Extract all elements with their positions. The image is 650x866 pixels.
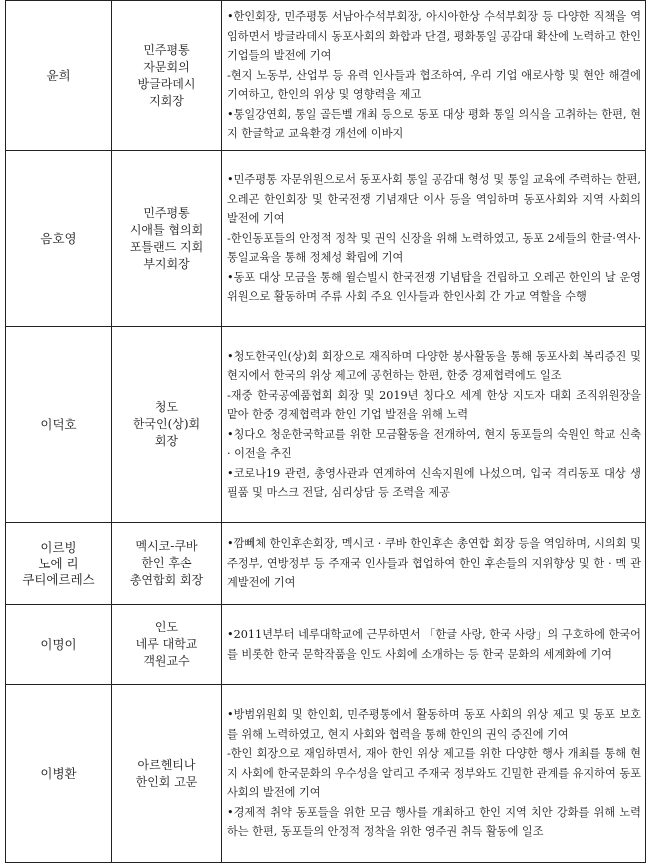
awardee-name: 이병환 — [6, 685, 112, 863]
description-paragraph: •2011년부터 네루대학교에 근무하면서 「한글 사랑, 한국 사랑」의 구호하에 한국어를 비롯한 한국 문학작품을 인도 사회에 소개하는 등 한국 문화의 세계화에 기여 — [227, 628, 641, 661]
awardee-name: 이명이 — [6, 605, 112, 685]
description-paragraph: •동포 대상 모금을 통해 윌슨빌시 한국전쟁 기념탑을 건립하고 오레곤 한인의 날 운영위원으로 활동하며 주류 사회 주요 인사들과 한인사회 간 가교 역할을 수행 — [227, 270, 641, 304]
awardee-role: 민주평통 시애틀 협의회 포틀랜드 지회 부지회장 — [112, 151, 222, 327]
table-row — [6, 523, 646, 605]
description-paragraph: •방범위원회 및 한인회, 민주평통에서 활동하며 동포 사회의 위상 제고 및 동포 보호를 위해 노력하였고, 현지 사회와 협력을 통해 한인의 권익 증진에 기여 — [227, 708, 641, 741]
description-paragraph: -현지 노동부, 산업부 등 유력 인사들과 협조하여, 우리 기업 애로사항 및 현안 해결에 기여하고, 한인의 위상 및 영향력을 제고 — [227, 68, 641, 102]
awardee-description — [222, 605, 646, 685]
awardee-description — [222, 685, 646, 863]
description-paragraph: •코로나19 관련, 총영사관과 연계하여 신속지원에 나섰으며, 입국 격리동포 대상 생필품 및 마스크 전달, 심리상담 등 조력을 제공 — [227, 466, 641, 499]
awardee-description — [222, 327, 646, 523]
description-paragraph: •청도한국인(상)회 회장으로 재직하며 다양한 봉사활동을 통해 동포사회 복리증진 및 현지에서 한국의 위상 제고에 공헌하는 한편, 한중 경제협력에도 일조 — [227, 349, 641, 382]
description-paragraph: •깜뻬체 한인후손회장, 멕시코 · 쿠바 한인후손 총연합 회장 등을 역임하며, 시의회 및 주정부, 연방정부 등 주재국 인사들과 협업하여 한인 후손들의 지위향상 및 한 · 멕 관계발전에 기여 — [227, 537, 641, 590]
awardee-description — [222, 523, 646, 605]
awardee-role: 멕시코-쿠바 한인 후손 총연합회 회장 — [112, 523, 222, 605]
description-paragraph: •경제적 취약 동포들을 위한 모금 행사를 개최하고 한인 지역 치안 강화를 위해 노력하는 한편, 동포들의 안정적 정착을 위한 영주권 취득 활동에 일조 — [227, 805, 641, 839]
awardee-name: 윤희 — [6, 1, 112, 151]
description-paragraph: •통일강연회, 통일 골든벨 개최 등으로 동포 대상 평화 통일 의식을 고취하는 한편, 현지 한글학교 교육환경 개선에 이바지 — [227, 107, 641, 141]
description-paragraph: •한인회장, 민주평통 서남아수석부회장, 아시아한상 수석부회장 등 다양한 직책을 역임하면서 방글라데시 동포사회의 화합과 단결, 평화통일 공감대 확산에 노력하고 한인기업들의 발전에 기여 — [227, 10, 641, 63]
table-row — [6, 685, 646, 863]
awardee-description — [222, 1, 646, 151]
description-paragraph: •칭다오 청운한국학교를 위한 모금활동을 전개하여, 현지 동포들의 숙원인 학교 신축 · 이전을 추진 — [227, 427, 641, 460]
awardee-role: 청도 한국인(상)회 회장 — [112, 327, 222, 523]
awardee-description — [222, 151, 646, 327]
awardee-role: 민주평통 자문회의 방글라데시 지회장 — [112, 1, 222, 151]
description-paragraph: -한인 회장으로 재임하면서, 재아 한인 위상 제고를 위한 다양한 행사 개최를 통해 현지 사회에 한국문화의 우수성을 알리고 주재국 정부와도 긴밀한 관계를 유지하여 동포 사회의 발전에 기여 — [227, 747, 641, 800]
awardee-table — [5, 0, 646, 863]
awardee-role: 인도 네루 대학교 객원교수 — [112, 605, 222, 685]
awardee-name: 음호영 — [6, 151, 112, 327]
table-row — [6, 151, 646, 327]
description-paragraph: -재중 한국공예품협회 회장 및 2019년 칭다오 세계 한상 지도자 대회 조직위원장을 맡아 한중 경제협력과 한인 기업 발전을 위해 노력 — [227, 388, 641, 421]
description-paragraph: -한인동포들의 안정적 정착 및 권익 신장을 위해 노력하였고, 동포 2세들의 한글·역사·통일교육을 통해 정체성 확립에 기여 — [227, 231, 641, 265]
awardee-name: 이덕호 — [6, 327, 112, 523]
description-paragraph: •민주평통 자문위원으로서 동포사회 통일 공감대 형성 및 통일 교육에 주력하는 한편, 오레곤 한인회장 및 한국전쟁 기념재단 이사 등을 역임하며 동포사회와 지역 사회의 발전에 기여 — [227, 173, 641, 226]
table-row — [6, 1, 646, 151]
table-row — [6, 605, 646, 685]
awardee-role: 아르헨티나 한인회 고문 — [112, 685, 222, 863]
table-row — [6, 327, 646, 523]
awardee-name: 이르빙 노에 리 쿠티에르레스 — [6, 523, 112, 605]
